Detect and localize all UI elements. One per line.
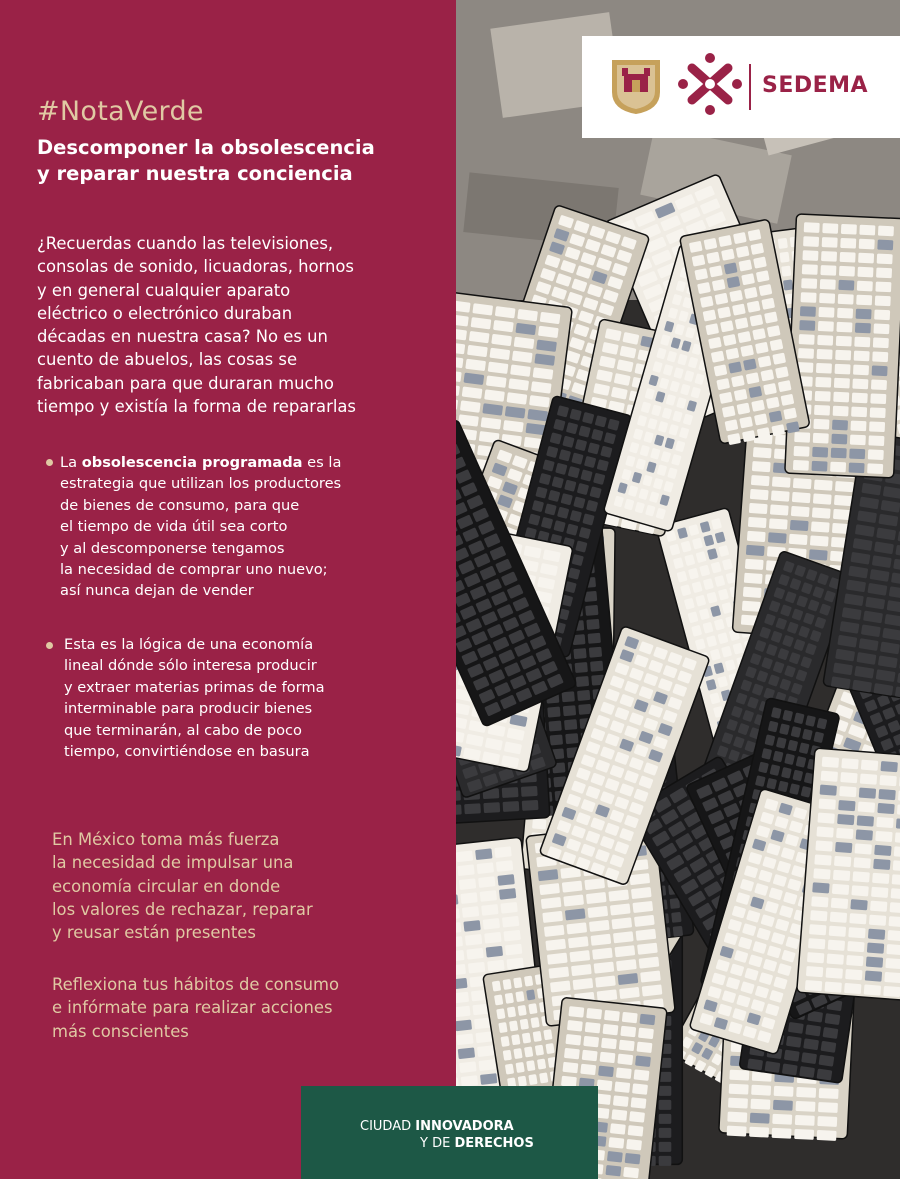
footer-banner [301,1086,598,1179]
bullet-suffix: es la [302,454,342,471]
bullet-obsolescence [60,452,420,602]
footer-bold: DERECHOS [454,1136,534,1151]
closing-line: e infórmate para realizar acciones [52,998,333,1018]
bullet-line: tiempo, convirtiéndose en basura [64,743,310,761]
closing-line: economía circular en donde [52,876,281,896]
intro-line: fabricaban para que duraran mucho [37,373,334,393]
closing-line: los valores de rechazar, reparar [52,899,313,919]
closing-line: y reusar están presentes [52,923,256,943]
bullet-first-line [60,452,420,473]
bullet-linear-economy [64,634,424,762]
bullet-line: de bienes de consumo, para que [60,496,300,514]
bullet-dot-icon [46,459,53,466]
footer-text: CIUDAD [360,1119,416,1134]
intro-line: eléctrico o electrónico duraban [37,303,293,323]
sedema-logo-box [582,36,900,138]
closing-line: la necesidad de impulsar una [52,853,294,873]
bullet-line: estrategia que utilizan los productores [60,475,342,493]
cdmx-shield-icon [610,56,662,116]
bullet-line: Esta es la lógica de una economía [64,636,314,653]
footer-line-1 [360,1119,514,1134]
intro-line: cuento de abuelos, las cosas se [37,350,298,370]
keyboard-pile-photo [456,0,900,1179]
headline-line: y reparar nuestra conciencia [37,162,353,185]
footer-text: Y DE [420,1136,455,1151]
bullet-prefix: La [60,454,82,471]
intro-paragraph [37,232,437,418]
bullet-line: interminable para producir bienes [64,700,313,718]
bullet-line: y extraer materias primas de forma [64,678,325,696]
intro-line: tiempo y existía la forma de repararlas [37,397,356,417]
headline [37,135,437,187]
keyboard-pile-image [456,0,900,1179]
hashtag: #NotaVerde [37,96,204,127]
bullet-bold-term: obsolescencia programada [81,454,303,471]
intro-line: ¿Recuerdas cuando las televisiones, [37,234,334,253]
headline-line: Descomponer la obsolescencia [37,136,375,159]
bullet-line: y al descomponerse tengamos [60,539,285,557]
intro-line: y en general cualquier aparato [37,280,291,300]
bullet-line: el tiempo de vida útil sea corto [60,518,288,536]
bullet-dot-icon [46,642,53,649]
bullet-line: así nunca dejan de vender [60,582,254,600]
intro-line: décadas en nuestra casa? No es un [37,327,328,347]
cdmx-knot-logo-icon [678,52,742,116]
logo-divider [749,64,751,110]
sedema-wordmark: SEDEMA [762,73,869,98]
bullet-line: la necesidad de comprar uno nuevo; [60,561,328,579]
footer-bold: INNOVADORA [415,1119,514,1134]
closing-line: más conscientes [52,1021,189,1041]
bullet-line: lineal dónde sólo interesa producir [64,657,317,675]
bullet-line: que terminarán, al cabo de poco [64,721,302,739]
footer-line-2 [420,1136,534,1151]
closing-paragraph-reflect [52,973,452,1043]
closing-line: En México toma más fuerza [52,830,280,849]
closing-paragraph-circular [52,828,452,944]
closing-line: Reflexiona tus hábitos de consumo [52,975,339,994]
intro-line: consolas de sonido, licuadoras, hornos [37,257,354,277]
